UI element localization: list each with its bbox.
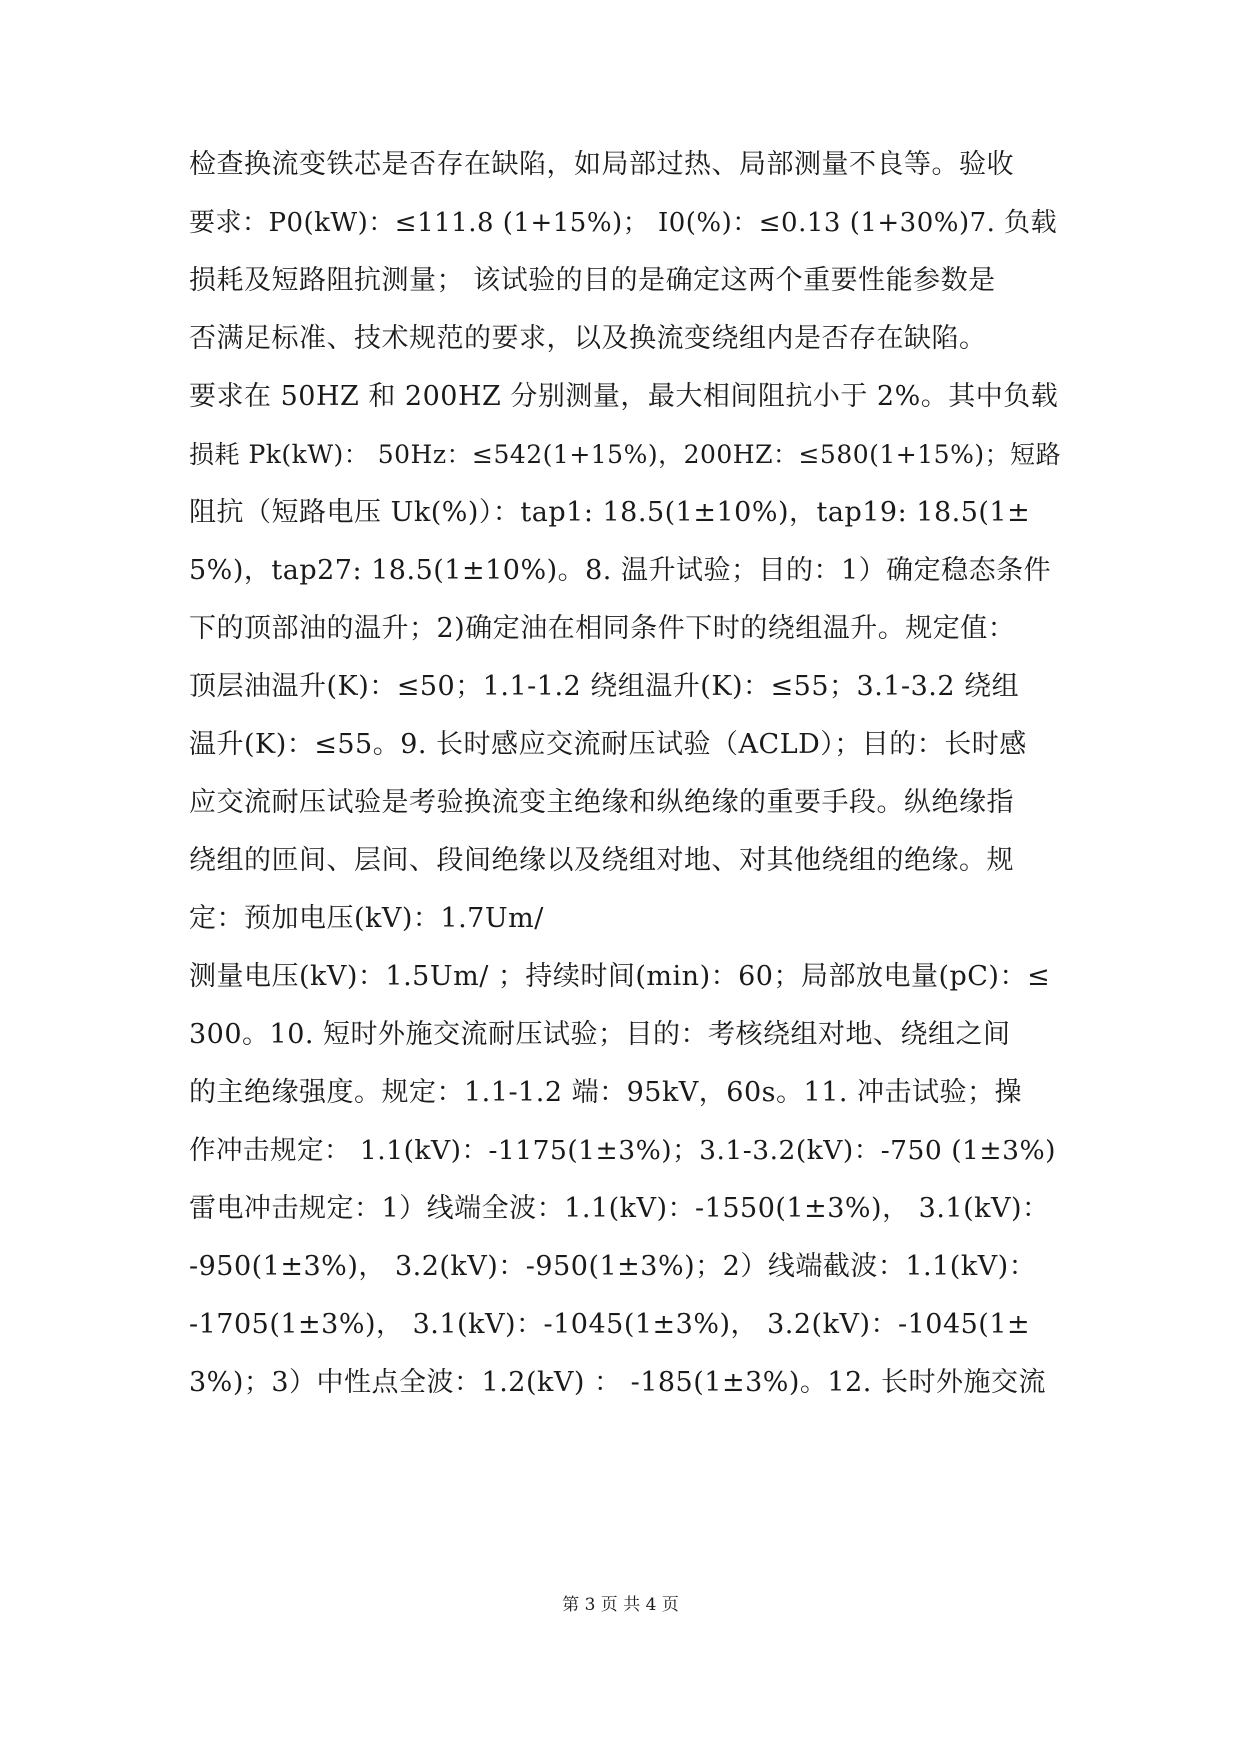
text-line: 300。10. 短时外施交流耐压试验；目的：考核绕组对地、绕组之间 [189,1019,1011,1050]
text-line: 要求在 50HZ 和 200HZ 分别测量，最大相间阻抗小于 2%。其中负载 [189,381,1059,412]
page-number-footer: 第 3 页 共 4 页 [562,1595,679,1615]
text-line: 测量电压(kV)：1.5Um/ ；持续时间(min)：60；局部放电量(pC)：≤ [189,961,1051,992]
text-line: 作冲击规定： 1.1(kV)：-1175(1±3%)；3.1-3.2(kV)：-750 (1±3%) [189,1135,1056,1166]
text-line: 阻抗（短路电压 Uk(%)）：tap1: 18.5(1±10%)，tap19: 18.5(1± [189,497,1031,528]
text-line: 5%)，tap27: 18.5(1±10%)。8. 温升试验；目的：1）确定稳态条件 [189,555,1052,586]
text-line: 顶层油温升(K)：≤50；1.1-1.2 绕组温升(K)：≤55；3.1-3.2 绕组 [189,671,1020,702]
text-line: -1705(1±3%)， 3.1(kV)：-1045(1±3%)， 3.2(kV)：-1045(1± [189,1309,1031,1340]
text-line: 检查换流变铁芯是否存在缺陷，如局部过热、局部测量不良等。验收 [189,149,1014,180]
text-line: -950(1±3%)， 3.2(kV)：-950(1±3%)；2）线端截波：1.1(kV)： [189,1251,1037,1282]
text-line: 的主绝缘强度。规定：1.1-1.2 端：95kV，60s。11. 冲击试验；操 [189,1077,1023,1108]
text-line: 否满足标准、技术规范的要求，以及换流变绕组内是否存在缺陷。 [189,323,987,354]
text-line: 损耗 Pk(kW)： 50Hz：≤542(1+15%)，200HZ：≤580(1+15%)；短路 [189,440,1062,469]
text-line: 下的顶部油的温升；2)确定油在相同条件下时的绕组温升。规定值： [189,613,1016,644]
text-line: 温升(K)：≤55。9. 长时感应交流耐压试验（ACLD）；目的：长时感 [189,729,1027,760]
text-line: 定：预加电压(kV)：1.7Um/ [189,903,544,934]
text-line: 3%)；3）中性点全波：1.2(kV) ： -185(1±3%)。12. 长时外施交流 [189,1367,1046,1398]
text-line: 要求：P0(kW)：≤111.8 (1+15%)； I0(%)：≤0.13 (1+30%)7. 负载 [189,208,1058,238]
text-line: 应交流耐压试验是考验换流变主绝缘和纵绝缘的重要手段。纵绝缘指 [189,787,1014,818]
text-line: 绕组的匝间、层间、段间绝缘以及绕组对地、对其他绕组的绝缘。规 [189,845,1014,876]
text-line: 雷电冲击规定：1）线端全波：1.1(kV)：-1550(1±3%)， 3.1(kV)： [189,1193,1050,1224]
text-line: 损耗及短路阻抗测量； 该试验的目的是确定这两个重要性能参数是 [189,265,996,296]
